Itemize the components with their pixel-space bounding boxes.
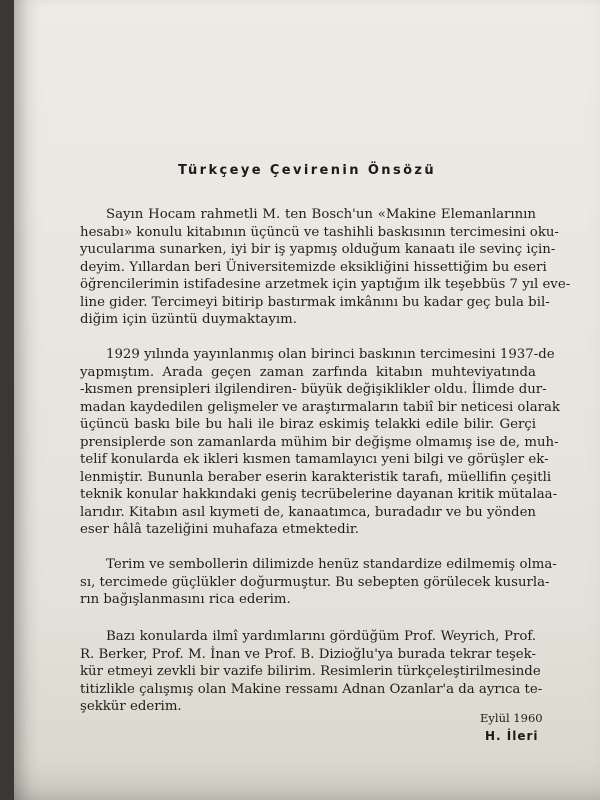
paragraph-3 bbox=[80, 556, 557, 609]
text-line: Sayın Hocam rahmetli M. ten Bosch'un «Makine Elemanlarının bbox=[106, 207, 536, 222]
paragraph-1 bbox=[80, 206, 571, 329]
text-line: öğrencilerimin istifadesine arzetmek için yaptığım ilk teşebbüs 7 yıl eve- bbox=[80, 277, 571, 292]
text-line: eser hâlâ tazeliğini muhafaza etmektedir. bbox=[80, 522, 360, 537]
text-line: deyim. Yıllardan beri Üniversitemizde eksikliğini hissettiğim bu eseri bbox=[80, 259, 547, 275]
page-title: Türkçeye Çevirenin Önsözü bbox=[177, 163, 437, 178]
text-line: yapmıştım. Arada geçen zaman zarfında kitabın muhteviyatında bbox=[80, 364, 536, 380]
translator-signature: H. İleri bbox=[485, 729, 539, 743]
text-line: Bazı konularda ilmî yardımlarını gördüğüm Prof. Weyrich, Prof. bbox=[106, 629, 536, 644]
text-line: line gider. Tercimeyi bitirip bastırmak imkânını bu kadar geç bula bil- bbox=[80, 294, 550, 310]
text-line: madan kaydedilen gelişmeler ve araştırmaların tabiî bir neticesi olarak bbox=[80, 399, 560, 415]
book-page bbox=[14, 0, 600, 800]
text-line: 1929 yılında yayınlanmış olan birinci baskının tercimesini 1937-de bbox=[106, 347, 555, 362]
text-line: larıdır. Kitabın asıl kıymeti de, kanaatımca, buradadır ve bu yönden bbox=[80, 504, 536, 520]
text-line: R. Berker, Prof. M. İnan ve Prof. B. Dizioğlu'ya burada tekrar teşek- bbox=[80, 646, 536, 662]
text-line: Terim ve sembollerin dilimizde henüz standardize edilmemiş olma- bbox=[106, 557, 557, 572]
text-line: titizlikle çalışmış olan Makine ressamı Adnan Ozanlar'a da ayrıca te- bbox=[80, 681, 543, 697]
text-line: diğim için üzüntü duymaktayım. bbox=[80, 312, 297, 327]
text-line: telif konularda ek ikleri kısmen tamamlayıcı yeni bilgi ve görüşler ek- bbox=[80, 452, 549, 467]
text-line: üçüncü baskı bile bu hali ile biraz eskimiş telakki edile bilir. Gerçi bbox=[80, 417, 536, 432]
text-line: kür etmeyi zevkli bir vazife bilirim. Resimlerin türkçeleştirilmesinde bbox=[80, 664, 541, 679]
text-line: hesabı» konulu kitabının üçüncü ve tashihli baskısının tercimesini oku- bbox=[80, 224, 559, 240]
text-line: -kısmen prensipleri ilgilendiren- büyük değişiklikler oldu. İlimde dur- bbox=[80, 382, 547, 397]
paragraph-2 bbox=[80, 346, 560, 539]
text-line: teknik konular hakkındaki geniş tecrübelerine dayanan kritik mütalaa- bbox=[80, 487, 558, 502]
text-line: prensiplerde son zamanlarda mühim bir değişme olmamış ise de, muh- bbox=[80, 434, 559, 450]
paragraph-4 bbox=[80, 628, 543, 716]
text-line: şekkür ederim. bbox=[80, 699, 182, 714]
text-line: yucularıma sunarken, iyi bir iş yapmış olduğum kanaatı ile sevinç için- bbox=[80, 242, 556, 257]
date-line: Eylül 1960 bbox=[480, 711, 543, 725]
text-line: lenmiştir. Bununla beraber eserin karakteristik tarafı, müellifin çeşitli bbox=[80, 469, 552, 485]
text-line: sı, tercimede güçlükler doğurmuştur. Bu sebepten görülecek kusurla- bbox=[80, 574, 550, 590]
text-line: rın bağışlanmasını rica ederim. bbox=[80, 592, 291, 607]
